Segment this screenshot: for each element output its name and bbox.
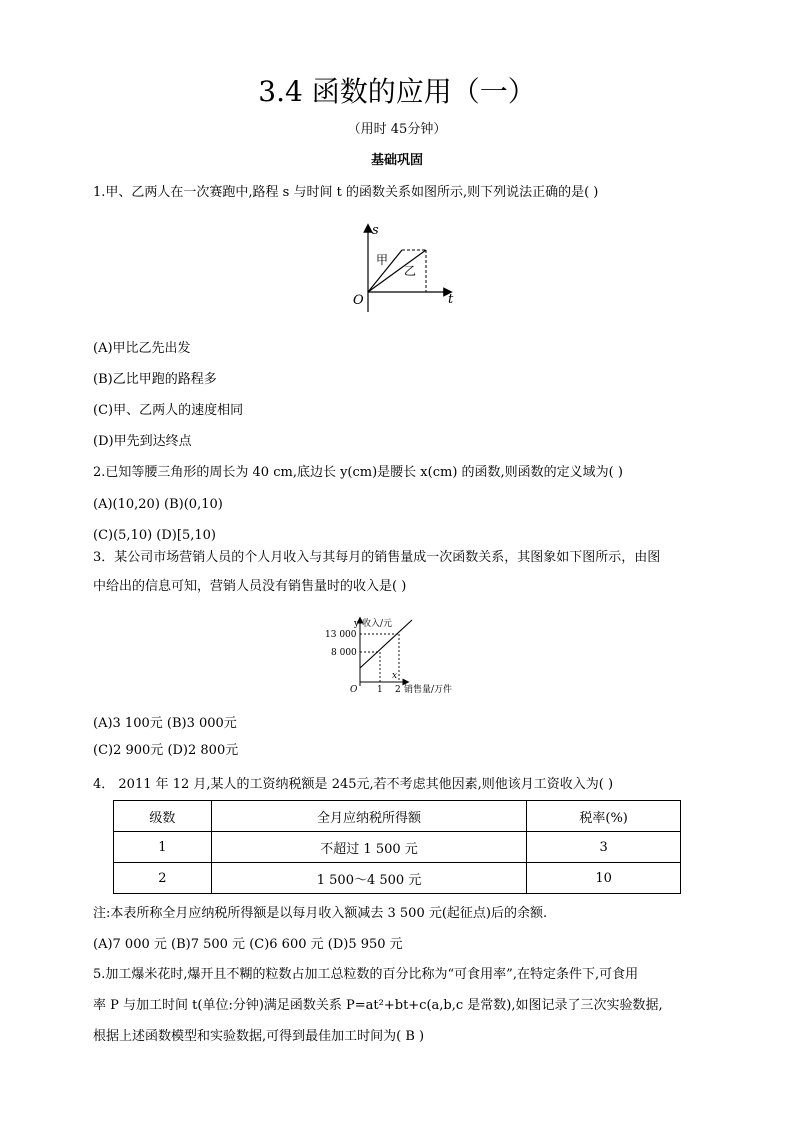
q3-stem-line2: 中给出的信息可知，营销人员没有销售量时的收入是( ) (93, 579, 407, 594)
q3-x-tick-1: 1 (377, 685, 383, 695)
q1-label-t: t (448, 292, 454, 307)
q3-x-label: x (392, 671, 398, 681)
q3-x-unit: 销售量/万件 (404, 685, 453, 695)
q4-stem: 4． 2011 年 12 月,某人的工资纳税额是 245元,若不考虑其他因素,则他该月工资收入为( ) (93, 777, 614, 792)
q1-figure (340, 220, 470, 320)
q1-stem: 1.甲、乙两人在一次赛跑中,路程 s 与时间 t 的函数关系如图所示,则下列说法正确的是( ) (93, 185, 599, 200)
q1-label-s: s (372, 223, 379, 238)
q2-stem: 2.已知等腰三角形的周长为 40 cm,底边长 y(cm)是腰长 x(cm) 的函数,则函数的定义域为( ) (93, 465, 623, 480)
tax-table (113, 800, 681, 894)
table-cell: 1 (114, 832, 212, 863)
table-header-cell: 全月应纳税所得额 (211, 801, 526, 832)
q4-note: 注:本表所称全月应纳税所得额是以每月收入额减去 3 500 元(起征点)后的余额. (93, 906, 548, 921)
q4-options: (A)7 000 元 (B)7 500 元 (C)6 600 元 (D)5 950 元 (93, 937, 403, 952)
table-cell: 不超过 1 500 元 (211, 832, 526, 863)
table-header-cell: 级数 (114, 801, 212, 832)
q1-label-jia: 甲 (376, 253, 389, 267)
q3-y-tick-8000: 8 000 (331, 648, 357, 658)
q3-origin: O (350, 685, 358, 695)
table-row (114, 863, 681, 894)
q3-figure (316, 614, 476, 700)
table-cell: 10 (527, 863, 681, 894)
q3-options-line2: (C)2 900元 (D)2 800元 (93, 743, 239, 758)
q3-y-label: y 收入/元 (354, 619, 392, 629)
q1-label-origin: O (353, 293, 364, 308)
table-cell: 2 (114, 863, 212, 894)
q5-line2: 率 P 与加工时间 t(单位:分钟)满足函数关系 P=at²+bt+c(a,b,c 是常数),如图记录了三次实验数据, (93, 998, 663, 1013)
q2-options-line2: (C)(5,10) (D)[5,10) (93, 528, 216, 543)
time-note: （用时 45分钟） (347, 122, 447, 137)
q1-option-a: (A)甲比乙先出发 (93, 341, 191, 356)
page-title: 3.4 函数的应用（一） (258, 75, 536, 108)
table-header-cell: 税率(%) (527, 801, 681, 832)
q1-option-b: (B)乙比甲跑的路程多 (93, 372, 217, 387)
q3-options-line1: (A)3 100元 (B)3 000元 (93, 716, 237, 731)
q1-option-d: (D)甲先到达终点 (93, 434, 192, 449)
table-cell: 1 500～4 500 元 (211, 863, 526, 894)
q1-option-c: (C)甲、乙两人的速度相同 (93, 403, 244, 418)
table-cell: 3 (527, 832, 681, 863)
table-header-row (114, 801, 681, 832)
q3-stem-line1: 3．某公司市场营销人员的个人月收入与其每月的销售量成一次函数关系，其图象如下图所示，由图 (93, 550, 661, 565)
q1-label-yi: 乙 (404, 264, 417, 278)
q5-line1: 5.加工爆米花时,爆开且不糊的粒数占加工总粒数的百分比称为“可食用率”,在特定条件下,可食用 (93, 967, 639, 982)
q3-x-tick-2: 2 (395, 685, 401, 695)
q2-options-line1: (A)(10,20) (B)(0,10) (93, 497, 223, 512)
section-heading: 基础巩固 (370, 153, 423, 168)
q3-y-tick-13000: 13 000 (325, 630, 357, 640)
q5-line3: 根据上述函数模型和实验数据,可得到最佳加工时间为( B ) (93, 1029, 425, 1044)
table-row (114, 832, 681, 863)
